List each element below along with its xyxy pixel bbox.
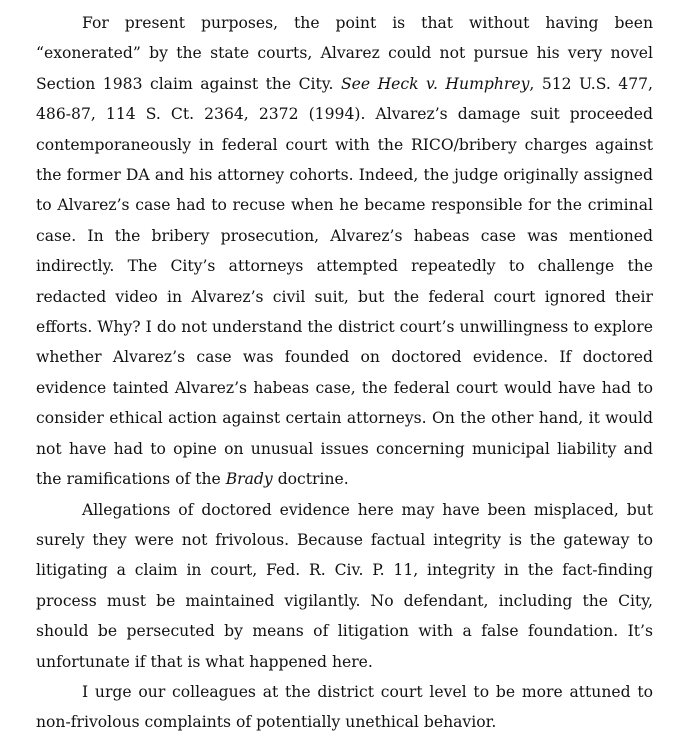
paragraph-2: Allegations of doctored evidence here may have been misplaced, but surely they were not frivolous. Because factual integrity is the gateway to litigating a claim in court, Fed. R. Civ. P. 11, integrity in the fact-finding process must be maintained vigilantly. No defendant, including the City, should be persecuted by means of litigation with a false foundation. It’s unfortunate if that is what happened here. <box>36 500 653 671</box>
paragraph-1-text-b: by the state courts, Alvarez could not pursue his very novel Section 1983 claim <box>36 44 653 93</box>
paragraph-1-text-a: For present purposes, the point is that without having been “exonerated” <box>36 14 653 63</box>
paragraph-1-text-e: doctrine. <box>272 470 349 489</box>
paragraph-1-text-d: , 512 U.S. 477, 486-87, 114 S. Ct. 2364, 2372 (1994). Alvarez’s damage suit proceeded contemporaneously in federal court with the RICO/bribery charges against the former DA and his attorney cohorts. Indeed, the judge originally assigned to Alvarez’s case had to recuse when he became responsible for the criminal case. In the bribery prosecution, Alvarez’s habeas case was mentioned indirectly. The City’s attorneys attempted repeatedly to challenge the redacted video in Alvarez’s civil suit, but the federal court ignored their efforts. Why? I do not understand the district court’s unwillingness to explore whether Alvarez’s case was founded on doctored evidence. If doctored evidence tainted Alvarez’s habeas case, the federal court would have had to consider ethical action against certain attorneys. On the other hand, it would not have had to opine on unusual issues concerning municipal liability and the ramifications of the <box>36 74 653 489</box>
paragraph-1 <box>36 8 653 495</box>
paragraph-3: I urge our colleagues at the district court level to be more attuned to non-frivolous complaints of potentially unethical behavior. <box>36 682 653 732</box>
paragraph-1-text-c: against the City. <box>200 74 341 93</box>
case-citation-brady: Brady <box>225 470 273 489</box>
case-citation-heck: See Heck v. Humphrey <box>340 74 530 93</box>
